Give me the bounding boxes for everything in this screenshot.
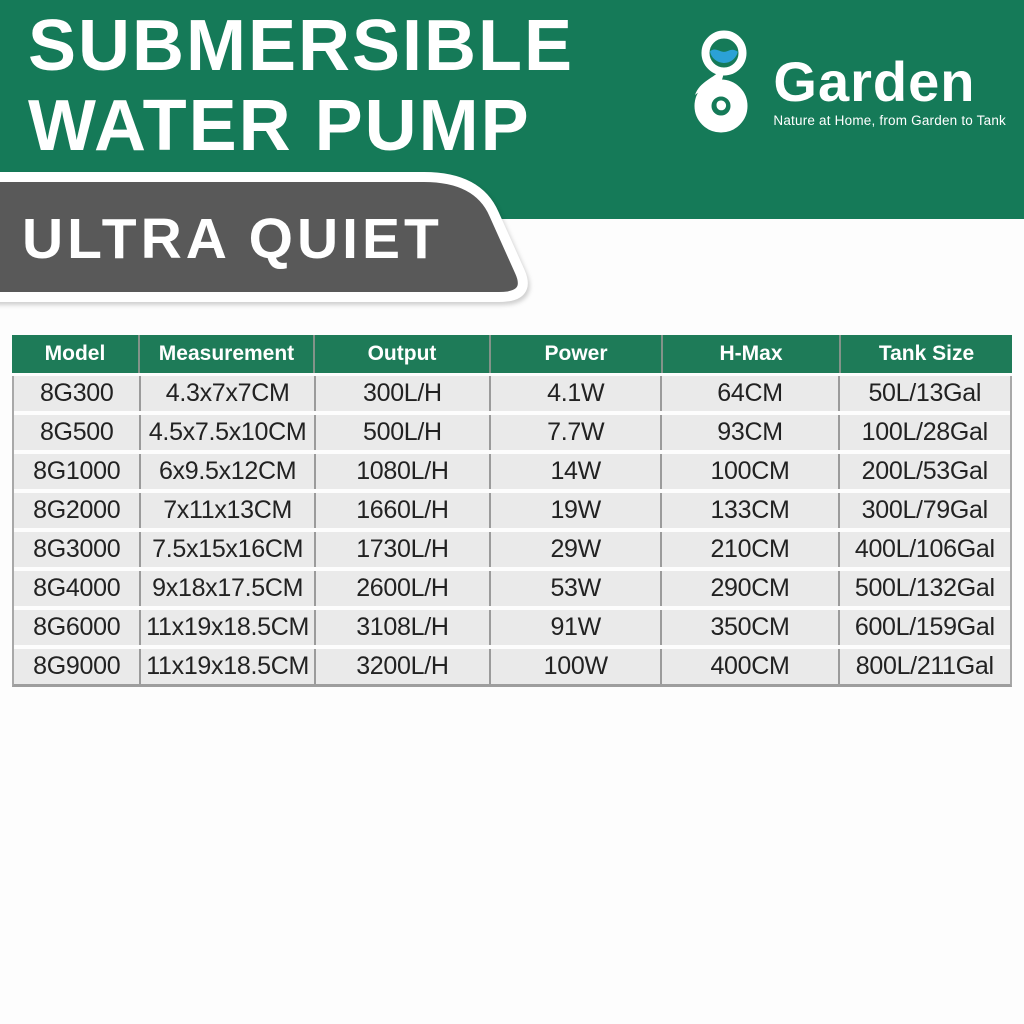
- cell-tanksize: 200L/53Gal: [838, 454, 1010, 489]
- column-header-tanksize: Tank Size: [839, 335, 1012, 373]
- cell-output: 1660L/H: [314, 493, 489, 528]
- table-row: [14, 415, 1010, 450]
- cell-tanksize: 500L/132Gal: [838, 571, 1010, 606]
- cell-model: 8G6000: [33, 613, 121, 641]
- column-header-model: Model: [44, 342, 106, 365]
- cell-hmax: 93CM: [660, 415, 837, 450]
- table-header-row: [12, 335, 1012, 373]
- cell-power: 91W: [489, 610, 660, 645]
- table-row: [14, 493, 1010, 528]
- cell-measurement: 4.3x7x7CM: [139, 376, 313, 411]
- cell-tanksize: 100L/28Gal: [838, 415, 1010, 450]
- cell-model: 8G2000: [33, 496, 121, 524]
- page-title: [28, 6, 574, 166]
- cell-model: 8G4000: [33, 574, 121, 602]
- garden-logo-text: [773, 24, 1006, 138]
- cell-output: 500L/H: [314, 415, 489, 450]
- table-row: [14, 376, 1010, 411]
- cell-output: 1080L/H: [314, 454, 489, 489]
- cell-tanksize: 50L/13Gal: [838, 376, 1010, 411]
- table-row: [14, 454, 1010, 489]
- ultra-quiet-badge: [0, 158, 620, 333]
- page-title-line1: SUBMERSIBLE: [28, 6, 575, 86]
- water-drop-icon: [710, 50, 738, 63]
- cell-measurement: 11x19x18.5CM: [139, 610, 313, 645]
- cell-tanksize: 800L/211Gal: [838, 649, 1010, 684]
- cell-tanksize: 400L/106Gal: [838, 532, 1010, 567]
- cell-model: 8G500: [39, 418, 114, 446]
- cell-output: 300L/H: [314, 376, 489, 411]
- column-header-power: Power: [489, 335, 661, 373]
- garden-logo-icon: [677, 24, 769, 138]
- garden-logo-tagline: Nature at Home, from Garden to Tank: [773, 113, 1006, 128]
- cell-power: 4.1W: [489, 376, 660, 411]
- cell-measurement: 6x9.5x12CM: [139, 454, 313, 489]
- cell-measurement: 7.5x15x16CM: [139, 532, 313, 567]
- cell-power: 100W: [489, 649, 660, 684]
- cell-model: 8G3000: [33, 535, 121, 563]
- table-row: [14, 571, 1010, 606]
- column-header-measurement: Measurement: [138, 335, 313, 373]
- cell-power: 29W: [489, 532, 660, 567]
- cell-power: 19W: [489, 493, 660, 528]
- cell-tanksize: 300L/79Gal: [838, 493, 1010, 528]
- garden-logo: [677, 24, 1006, 138]
- cell-model: 8G300: [39, 379, 114, 407]
- column-header-hmax: H-Max: [661, 335, 839, 373]
- table-row: [14, 649, 1010, 684]
- garden-logo-name: Garden: [773, 50, 976, 113]
- table-row: [14, 610, 1010, 645]
- table-row: [14, 532, 1010, 567]
- cell-hmax: 133CM: [660, 493, 837, 528]
- cell-power: 14W: [489, 454, 660, 489]
- cell-power: 7.7W: [489, 415, 660, 450]
- cell-output: 3200L/H: [314, 649, 489, 684]
- cell-hmax: 350CM: [660, 610, 837, 645]
- cell-measurement: 9x18x17.5CM: [139, 571, 313, 606]
- spec-table: [12, 335, 1012, 687]
- cell-model: 8G1000: [33, 457, 121, 485]
- cell-power: 53W: [489, 571, 660, 606]
- cell-hmax: 400CM: [660, 649, 837, 684]
- cell-output: 1730L/H: [314, 532, 489, 567]
- badge-label: ULTRA QUIET: [22, 207, 443, 271]
- cell-measurement: 11x19x18.5CM: [139, 649, 313, 684]
- cell-measurement: 4.5x7.5x10CM: [139, 415, 313, 450]
- cell-output: 3108L/H: [314, 610, 489, 645]
- cell-hmax: 100CM: [660, 454, 837, 489]
- column-header-output: Output: [313, 335, 489, 373]
- cell-tanksize: 600L/159Gal: [838, 610, 1010, 645]
- table-body: [12, 376, 1012, 687]
- cell-output: 2600L/H: [314, 571, 489, 606]
- cell-measurement: 7x11x13CM: [139, 493, 313, 528]
- cell-hmax: 210CM: [660, 532, 837, 567]
- cell-hmax: 64CM: [660, 376, 837, 411]
- page-title-line2: WATER PUMP: [28, 86, 531, 166]
- cell-hmax: 290CM: [660, 571, 837, 606]
- cell-model: 8G9000: [33, 652, 121, 680]
